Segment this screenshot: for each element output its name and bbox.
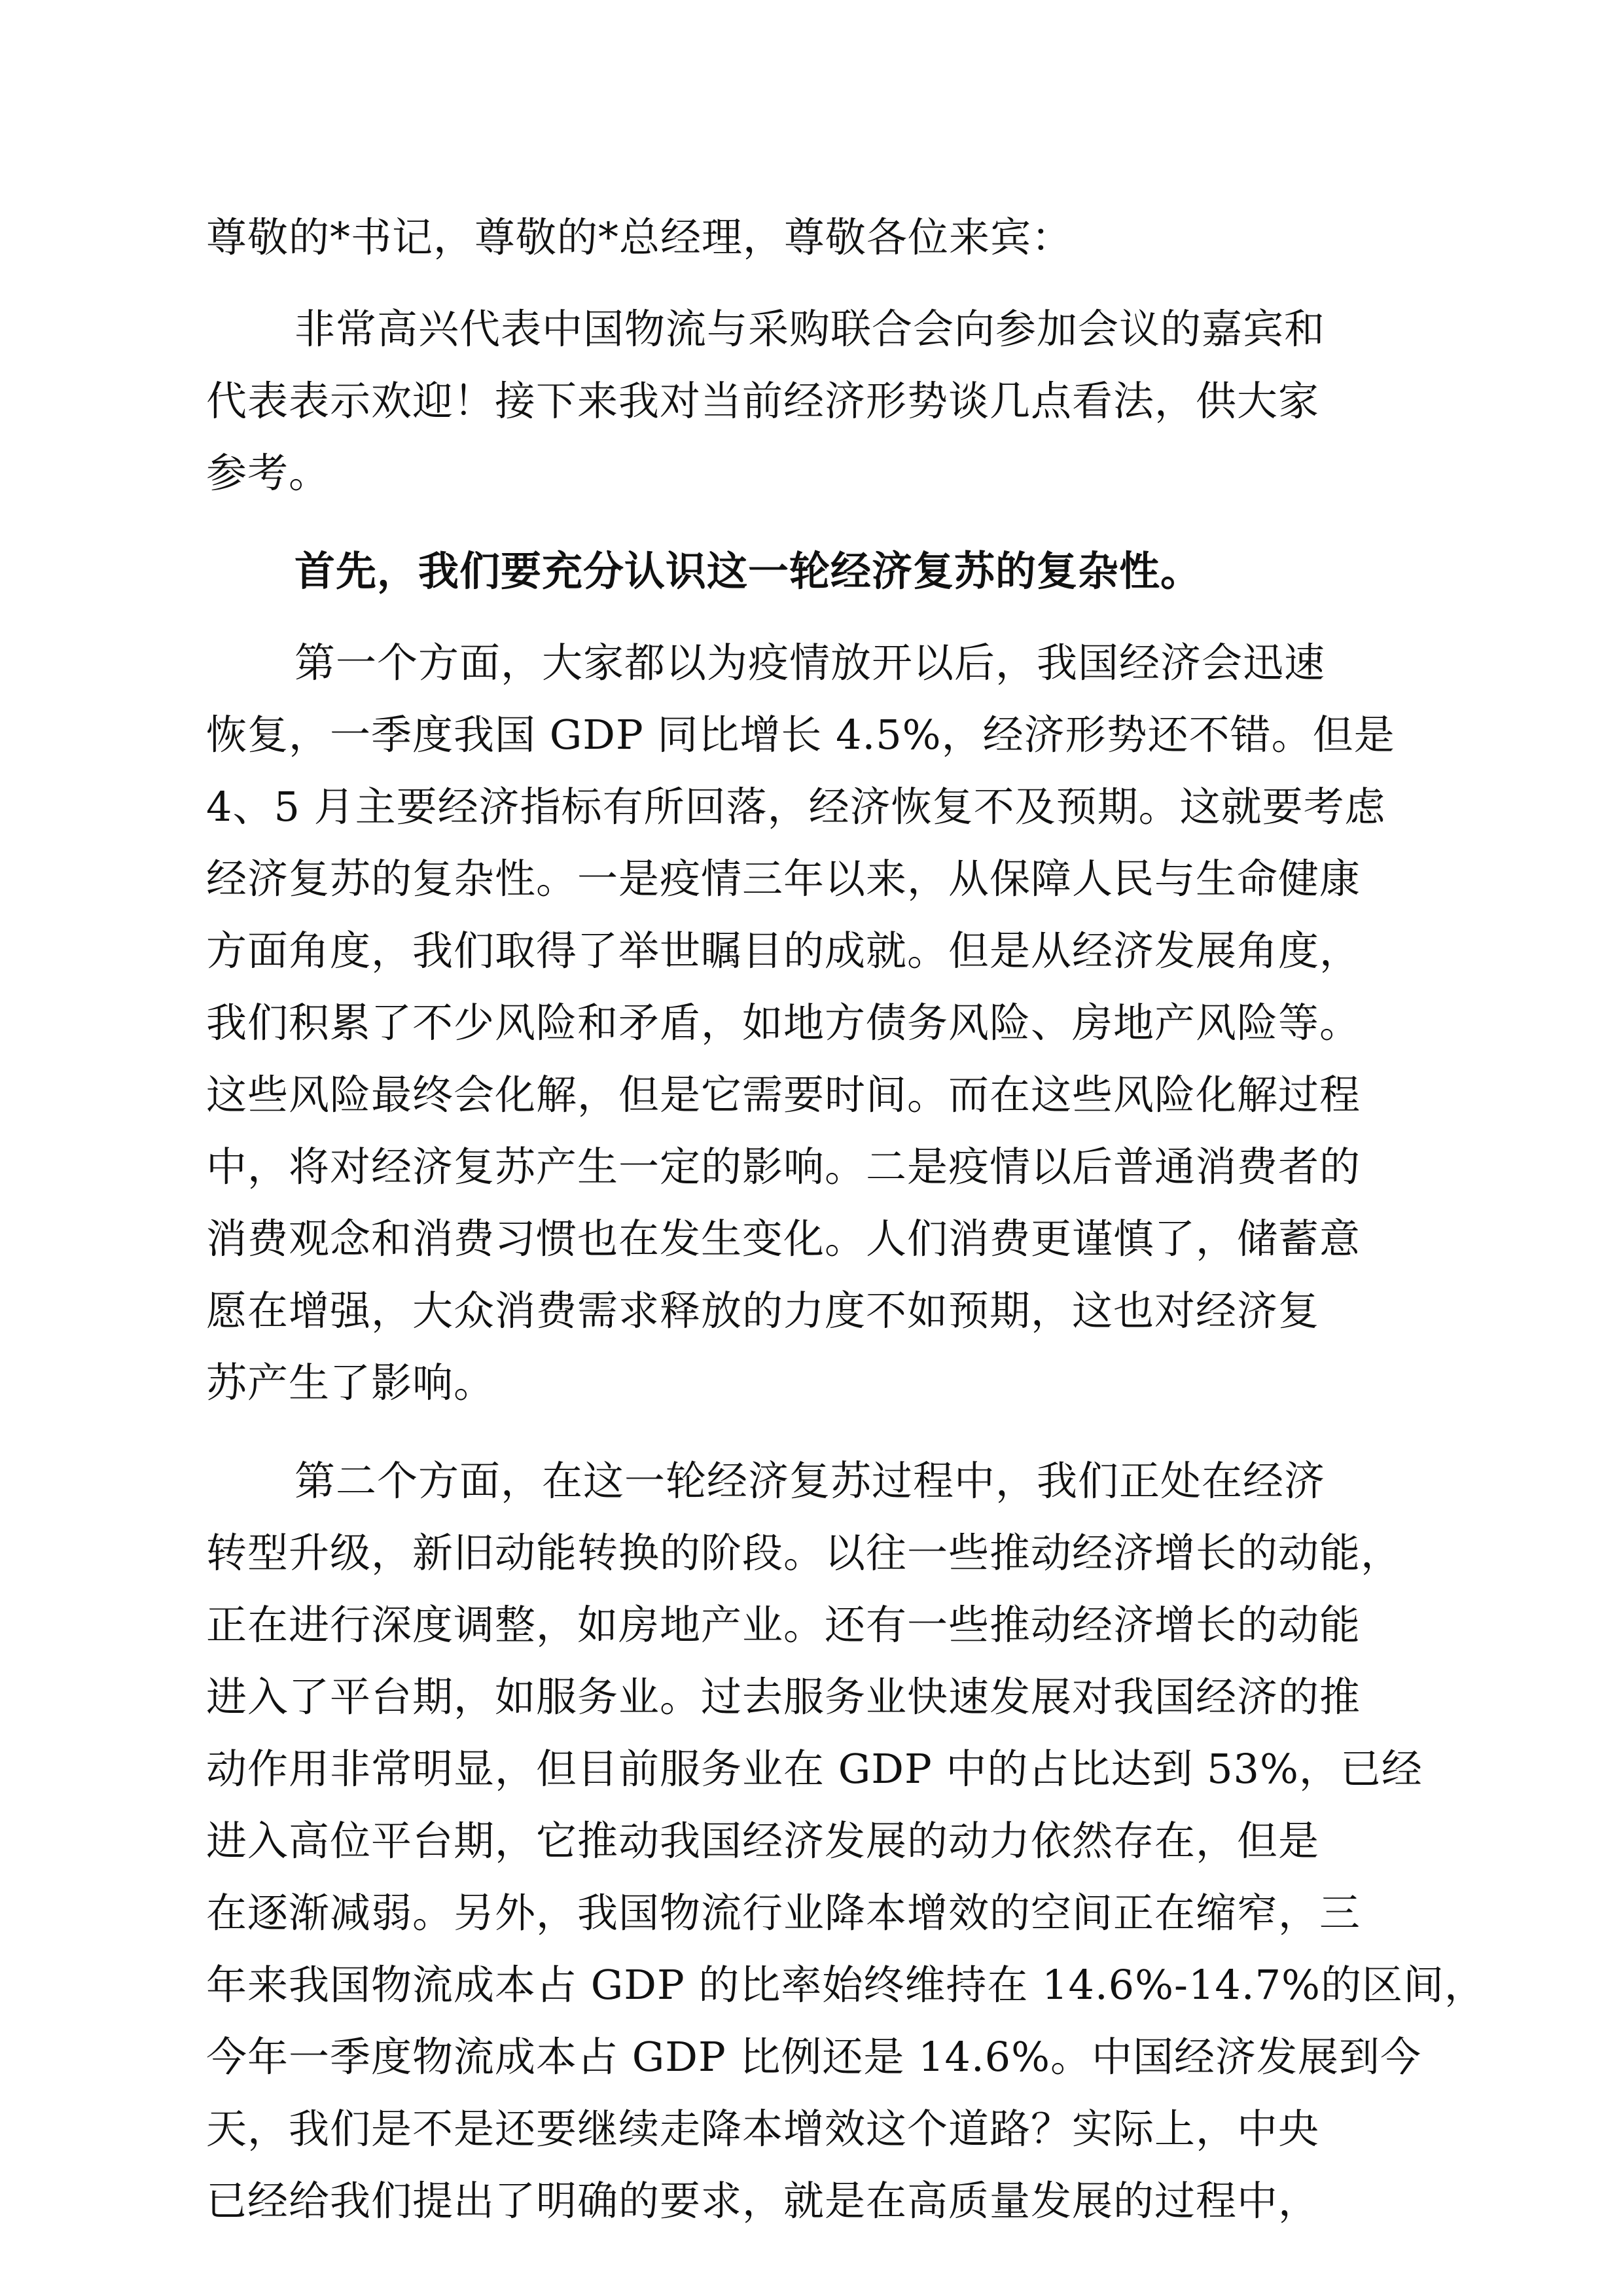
section-heading	[206, 535, 1423, 607]
paragraph-line: 年来我国物流成本占 GDP 的比率始终维持在 14.6%-14.7%的区间，	[206, 1961, 1486, 2009]
paragraph-line: 天，我们是不是还要继续走降本增效这个道路？实际上，中央	[206, 2105, 1320, 2153]
paragraph-line: 第二个方面，在这一轮经济复苏过程中，我们正处在经济	[294, 1457, 1326, 1505]
section-1-paragraph	[206, 627, 1423, 1419]
paragraph-line: 愿在增强，大众消费需求释放的力度不如预期，这也对经济复	[206, 1287, 1320, 1335]
paragraph-line: 经济复苏的复杂性。一是疫情三年以来，从保障人民与生命健康	[206, 855, 1361, 903]
paragraph-line: 我们积累了不少风险和矛盾，如地方债务风险、房地产风险等。	[206, 999, 1361, 1047]
paragraph-line: 参考。	[206, 449, 330, 497]
paragraph-line: 方面角度，我们取得了举世瞩目的成就。但是从经济发展角度，	[206, 927, 1361, 975]
salutation	[206, 202, 1423, 274]
paragraph-line: 第一个方面，大家都以为疫情放开以后，我国经济会迅速	[294, 639, 1326, 687]
paragraph-line: 进入高位平台期，它推动我国经济发展的动力依然存在，但是	[206, 1817, 1320, 1865]
paragraph-line: 中，将对经济复苏产生一定的影响。二是疫情以后普通消费者的	[206, 1143, 1361, 1191]
paragraph-line: 这些风险最终会化解，但是它需要时间。而在这些风险化解过程	[206, 1071, 1361, 1119]
paragraph-line: 在逐渐减弱。另外，我国物流行业降本增效的空间正在缩窄，三	[206, 1889, 1361, 1937]
intro-paragraph	[206, 293, 1423, 509]
paragraph-line: 已经给我们提出了明确的要求，就是在高质量发展的过程中，	[206, 2177, 1320, 2225]
salutation-line: 尊敬的*书记，尊敬的*总经理，尊敬各位来宾：	[206, 213, 1073, 261]
paragraph-line: 消费观念和消费习惯也在发生变化。人们消费更谨慎了，储蓄意	[206, 1215, 1361, 1263]
paragraph-line: 今年一季度物流成本占 GDP 比例还是 14.6%。中国经济发展到今	[206, 2033, 1422, 2081]
paragraph-line: 动作用非常明显，但目前服务业在 GDP 中的占比达到 53%，已经	[206, 1745, 1423, 1793]
paragraph-line: 代表表示欢迎！接下来我对当前经济形势谈几点看法，供大家	[206, 377, 1320, 425]
paragraph-line: 进入了平台期，如服务业。过去服务业快速发展对我国经济的推	[206, 1673, 1361, 1721]
paragraph-line: 4、5 月主要经济指标有所回落，经济恢复不及预期。这就要考虑	[206, 783, 1386, 831]
document-page	[206, 202, 1486, 2237]
paragraph-line: 非常高兴代表中国物流与采购联合会向参加会议的嘉宾和	[294, 305, 1326, 353]
paragraph-line: 恢复，一季度我国 GDP 同比增长 4.5%，经济形势还不错。但是	[206, 711, 1395, 759]
section-2-paragraph	[206, 1445, 1486, 2237]
paragraph-line: 转型升级，新旧动能转换的阶段。以往一些推动经济增长的动能，	[206, 1529, 1402, 1577]
heading-line: 首先，我们要充分认识这一轮经济复苏的复杂性。	[294, 547, 1202, 595]
paragraph-line: 正在进行深度调整，如房地产业。还有一些推动经济增长的动能	[206, 1601, 1361, 1649]
paragraph-line: 苏产生了影响。	[206, 1359, 495, 1407]
